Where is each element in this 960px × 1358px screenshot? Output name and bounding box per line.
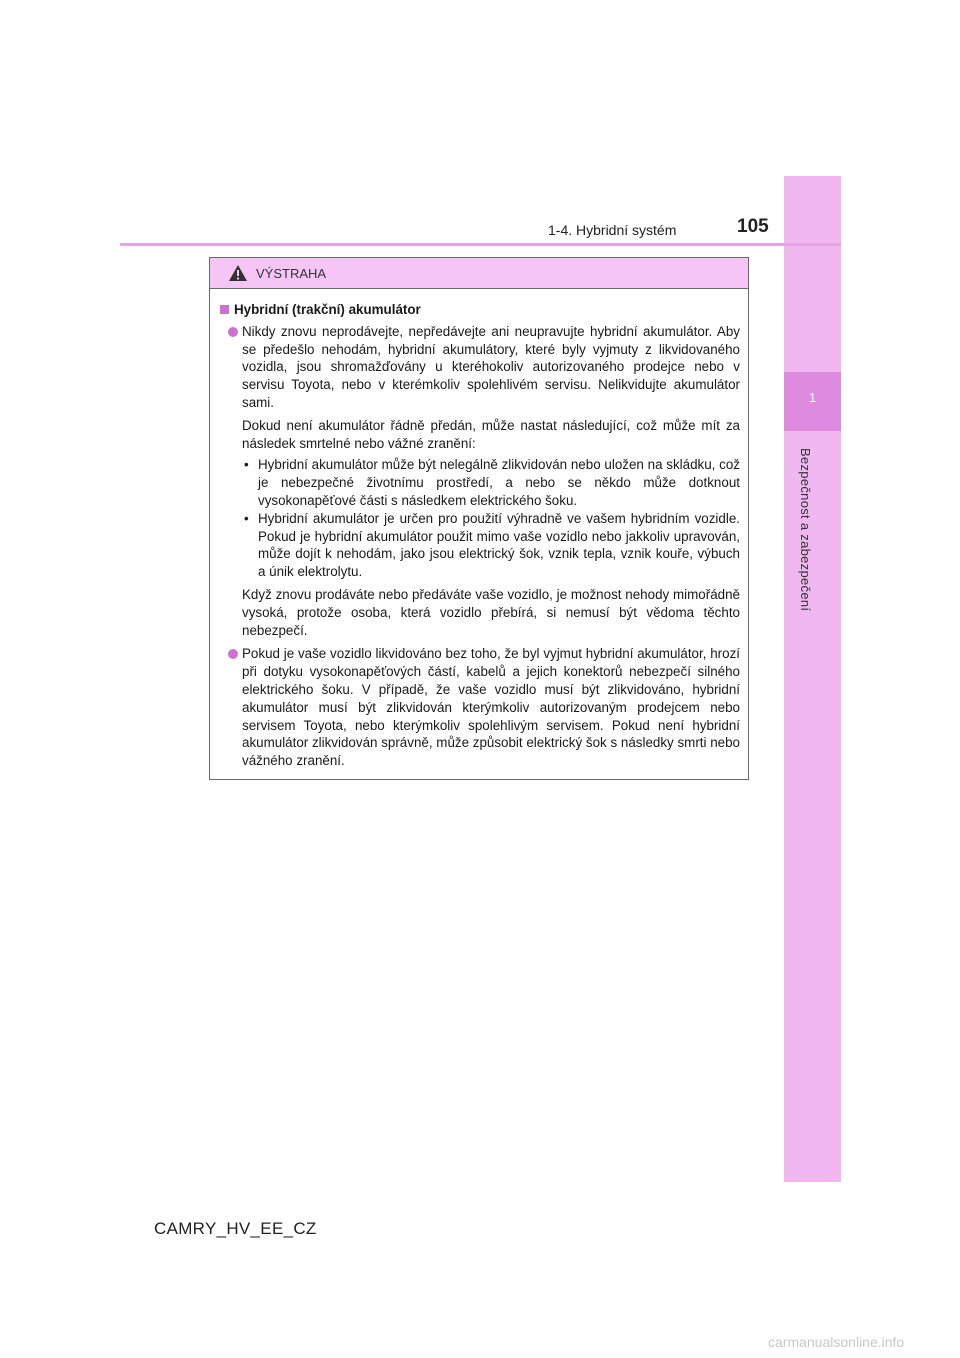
model-code: CAMRY_HV_EE_CZ [154, 1219, 317, 1238]
chapter-side-tab [784, 176, 841, 1182]
warning-heading: VÝSTRAHA [256, 265, 327, 281]
warning-box [209, 257, 749, 780]
sub-item-mark: • [244, 510, 249, 526]
item-title-text: Hybridní (trakční) akumulátor [234, 302, 421, 317]
paragraph: Když znovu prodáváte nebo předáváte vaše vozidlo, je možnost nehody mimořádně vysoká, protože osoba, která vozidlo přebírá, si nemusí být vědoma těchto nebezpečí. [242, 586, 740, 638]
bullet-item [220, 323, 740, 412]
paragraph: Dokud není akumulátor řádně předán, může nastat následující, což může mít za následek smrtelné nebo vážné zranění: [242, 417, 740, 451]
header-rule [120, 243, 841, 246]
sub-item-text: Hybridní akumulátor může být nelegálně zlikvidován nebo uložen na skládku, což je nebezpečné životnímu prostředí, a nebo se někdo může dotknout vysokonapěťové části s následkem elektrického šoku. [258, 457, 740, 508]
square-bullet-icon [220, 305, 229, 314]
sub-item-mark: • [244, 457, 249, 473]
page-number: 105 [737, 216, 769, 237]
chapter-number: 1 [808, 390, 817, 405]
chapter-label: Bezpečnost a zabezpečení [798, 448, 813, 612]
circle-bullet-icon [228, 327, 238, 337]
watermark: carmanualsonline.info [768, 1334, 905, 1350]
sub-item [220, 456, 740, 509]
sub-item-text: Hybridní akumulátor je určen pro použití výhradně ve vašem hybridním vozidle. Pokud je hybridní akumulátor použit mimo vaše vozidlo nebo jakkoliv upravován, může dojít k nehodám, jako jsou elektrický šok, vznik tepla, vznik kouře, výbuch a únik elektrolytu. [258, 510, 740, 580]
item-title [220, 301, 740, 319]
warning-body [210, 289, 748, 770]
section-title: 1-4. Hybridní systém [548, 222, 677, 238]
bullet-text: Nikdy znovu neprodávejte, nepředávejte ani neupravujte hybridní akumulátor. Aby se předešlo nehodám, hybridní akumulátory, které byly vyjmuty z likvidovaného vozidla, jsou shromažďovány u kteréhokoliv autorizovaného prodejce nebo v servisu Toyota, nebo v kterémkoliv spolehlivém servisu. Nelikvidujte akumulátor sami. [242, 323, 740, 410]
warning-triangle-icon [228, 264, 248, 282]
warning-header [210, 258, 748, 289]
bullet-item [220, 645, 740, 770]
sub-item [220, 510, 740, 581]
circle-bullet-icon [228, 649, 238, 659]
bullet-text: Pokud je vaše vozidlo likvidováno bez toho, že byl vyjmut hybridní akumulátor, hrozí při dotyku vysokonapěťových částí, kabelů a jejich konektorů nebezpečí silného elektrického šoku. V případě, že vaše vozidlo musí být zlikvidováno, hybridní akumulátor musí být zlikvidován kterýmkoliv autorizovaným prodejcem nebo servisem Toyota, nebo kterýmkoliv spolehlivým servisem. Pokud není hybridní akumulátor zlikvidován správně, může způsobit elektrický šok s následky smrti nebo vážného zranění. [242, 646, 740, 769]
